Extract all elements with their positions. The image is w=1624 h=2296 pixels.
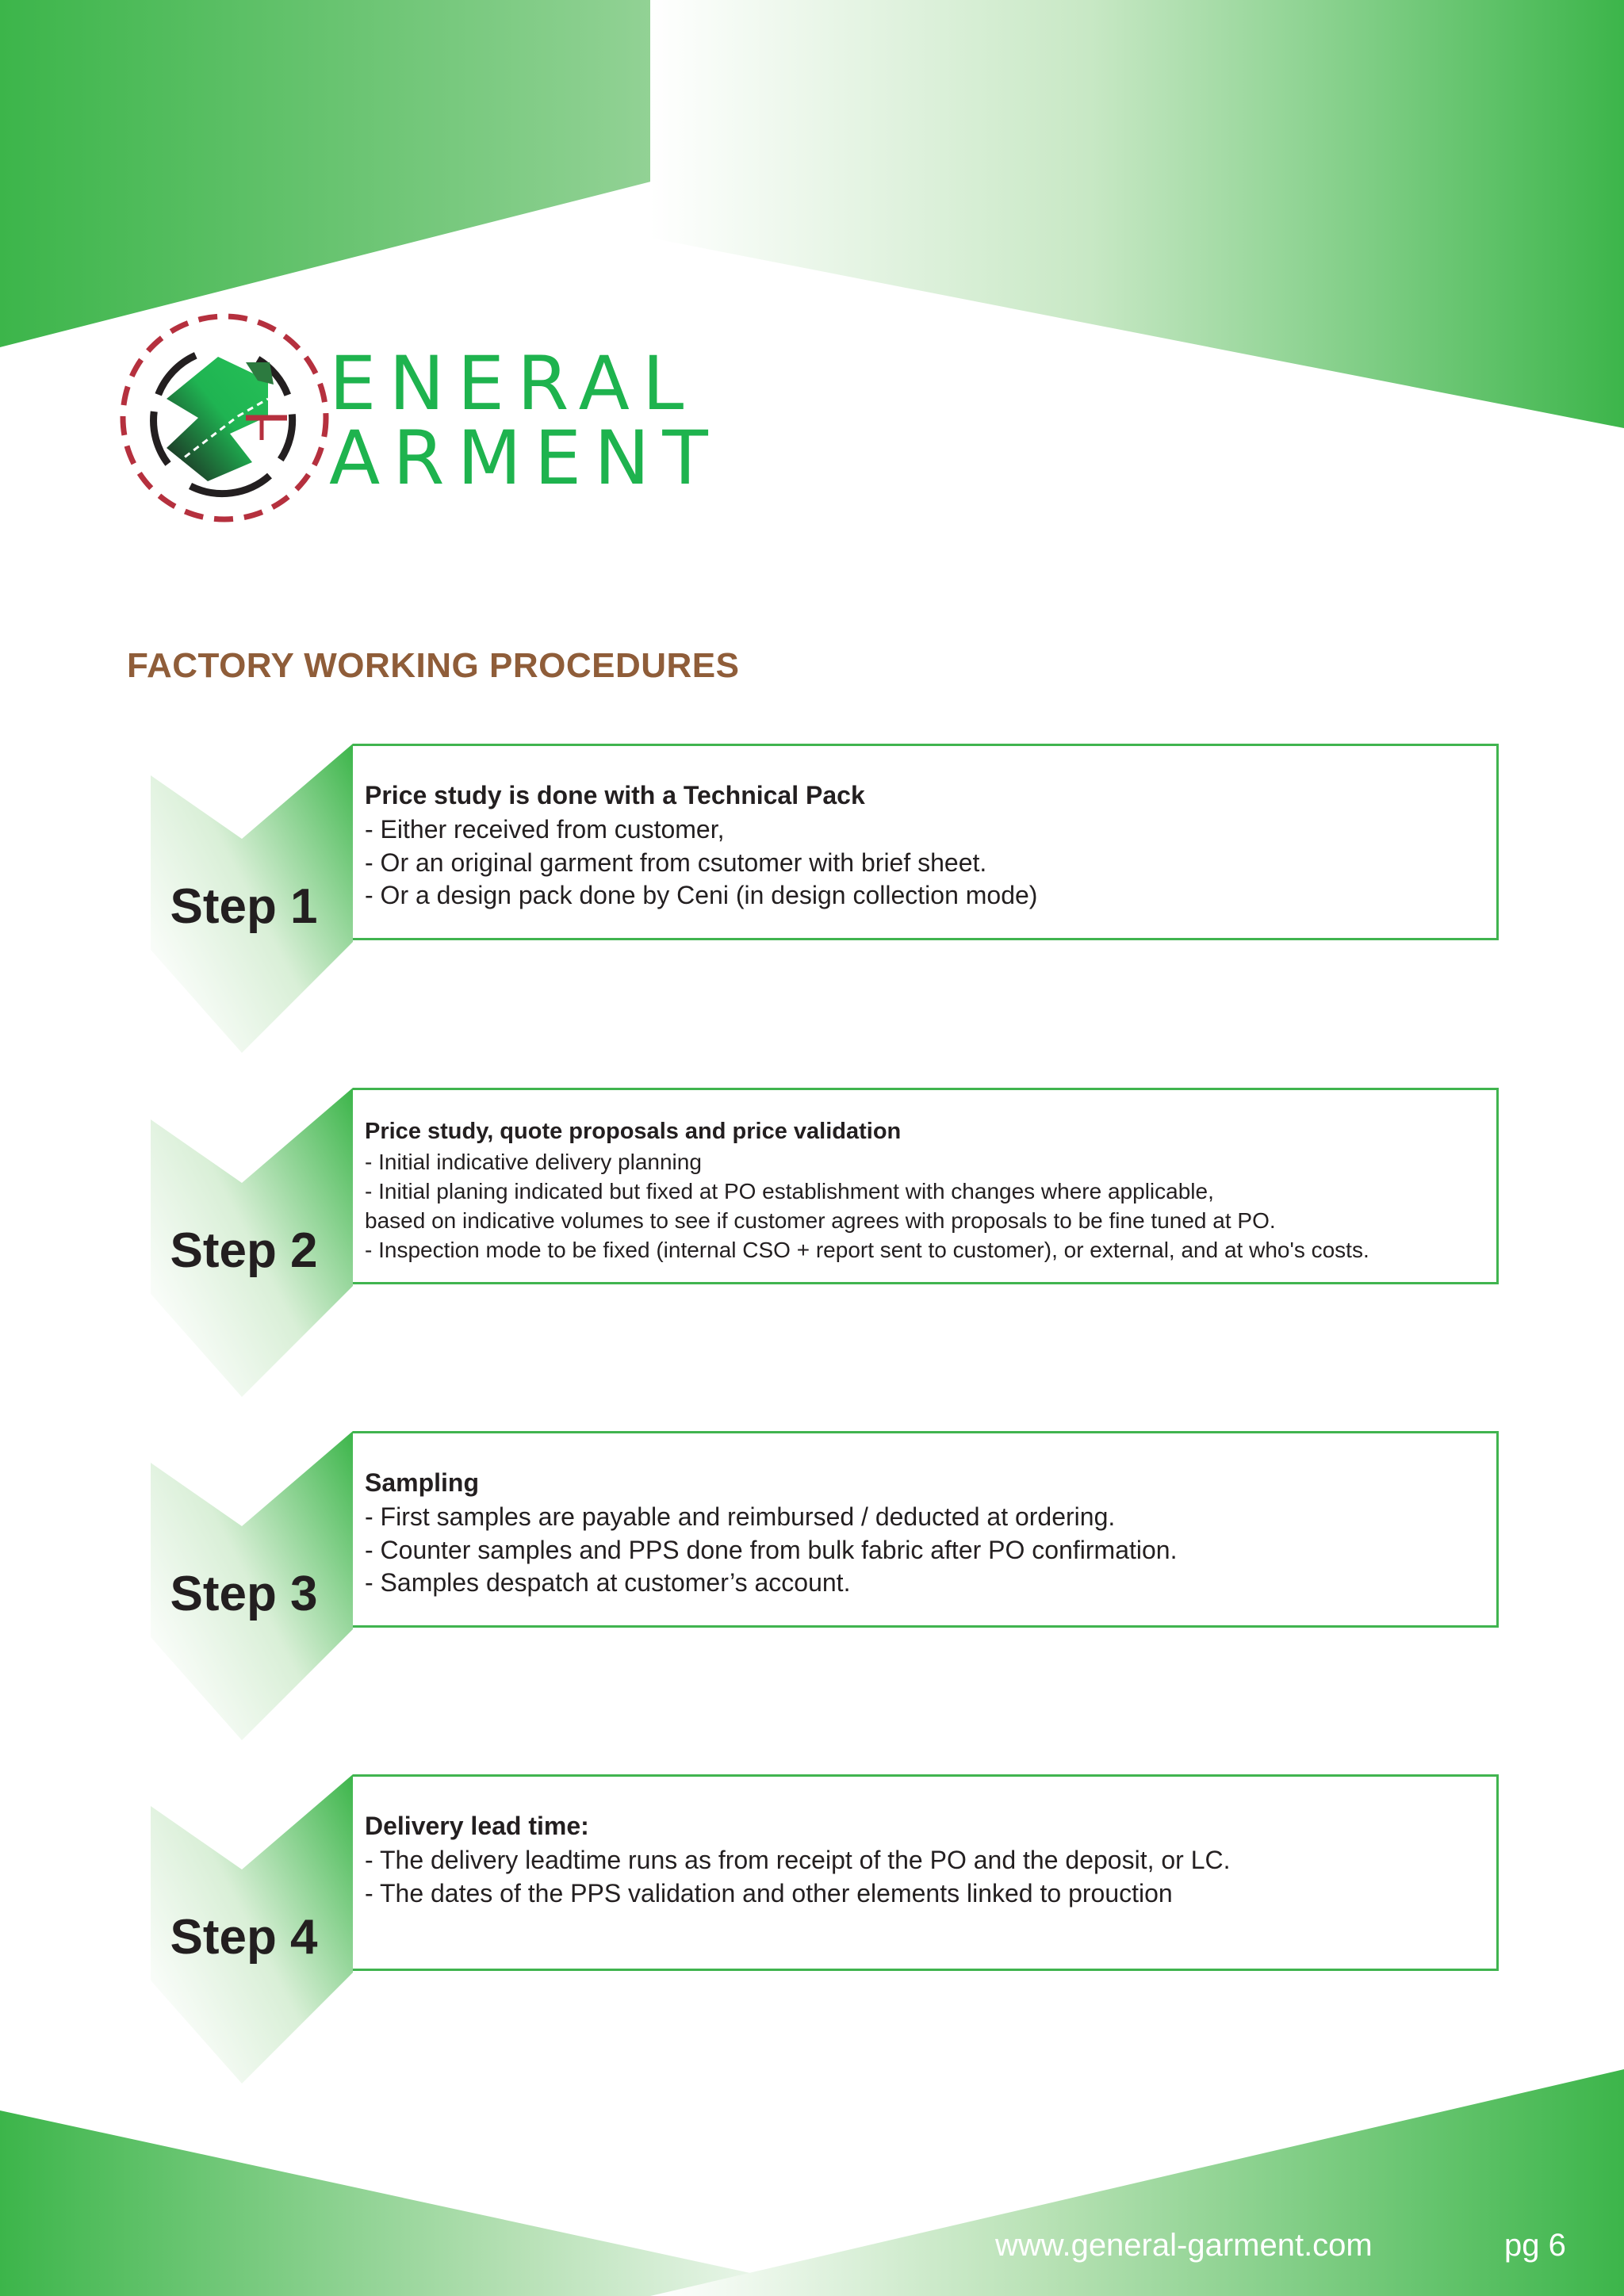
- step-line: - The delivery leadtime runs as from receipt of the PO and the deposit, or LC.: [365, 1846, 1231, 1874]
- page-number: pg 6: [1504, 2228, 1566, 2263]
- step-line: - First samples are payable and reimbursed / deducted at ordering.: [365, 1502, 1116, 1531]
- step-line: based on indicative volumes to see if customer agrees with proposals to be fine tuned at PO.: [365, 1208, 1276, 1234]
- footer-website-link[interactable]: www.general-garment.com: [995, 2228, 1373, 2263]
- step-heading: Price study, quote proposals and price validation: [365, 1119, 902, 1144]
- step-1: [0, 744, 1624, 1061]
- step-label: Step 2: [170, 1223, 318, 1278]
- step-content-box: [353, 1431, 1499, 1628]
- step-heading: Sampling: [365, 1468, 480, 1497]
- page-title: FACTORY WORKING PROCEDURES: [127, 646, 740, 685]
- step-content-box: [353, 1088, 1499, 1284]
- logo-text-line2: ARMENT: [329, 415, 721, 502]
- step-heading: Delivery lead time:: [365, 1812, 589, 1840]
- step-line: - Or a design pack done by Ceni (in design collection mode): [365, 881, 1038, 910]
- step-2: [0, 1088, 1624, 1405]
- step-content-box: [353, 1774, 1499, 1971]
- step-heading: Price study is done with a Technical Pack: [365, 781, 865, 809]
- step-line: - Initial planing indicated but fixed at PO establishment with changes where applicable,: [365, 1179, 1214, 1204]
- step-line: - The dates of the PPS validation and other elements linked to prouction: [365, 1878, 1173, 1908]
- step-line: - Counter samples and PPS done from bulk fabric after PO confirmation.: [365, 1535, 1178, 1564]
- step-label: Step 4: [170, 1910, 318, 1965]
- step-line: - Inspection mode to be fixed (internal CSO + report sent to customer), or external, and at who's costs.: [365, 1238, 1369, 1263]
- step-line: - Samples despatch at customer’s account.: [365, 1568, 851, 1598]
- step-label: Step 1: [170, 879, 318, 934]
- step-content-box: [353, 744, 1499, 940]
- step-label: Step 3: [170, 1567, 318, 1621]
- step-4: [0, 1774, 1624, 2091]
- step-line: - Either received from customer,: [365, 815, 725, 844]
- step-line: - Or an original garment from csutomer with brief sheet.: [365, 848, 987, 877]
- logo-text-line1: ENERAL: [329, 341, 697, 427]
- step-line: - Initial indicative delivery planning: [365, 1150, 702, 1175]
- step-3: [0, 1431, 1624, 1748]
- logo-icon: [119, 305, 333, 531]
